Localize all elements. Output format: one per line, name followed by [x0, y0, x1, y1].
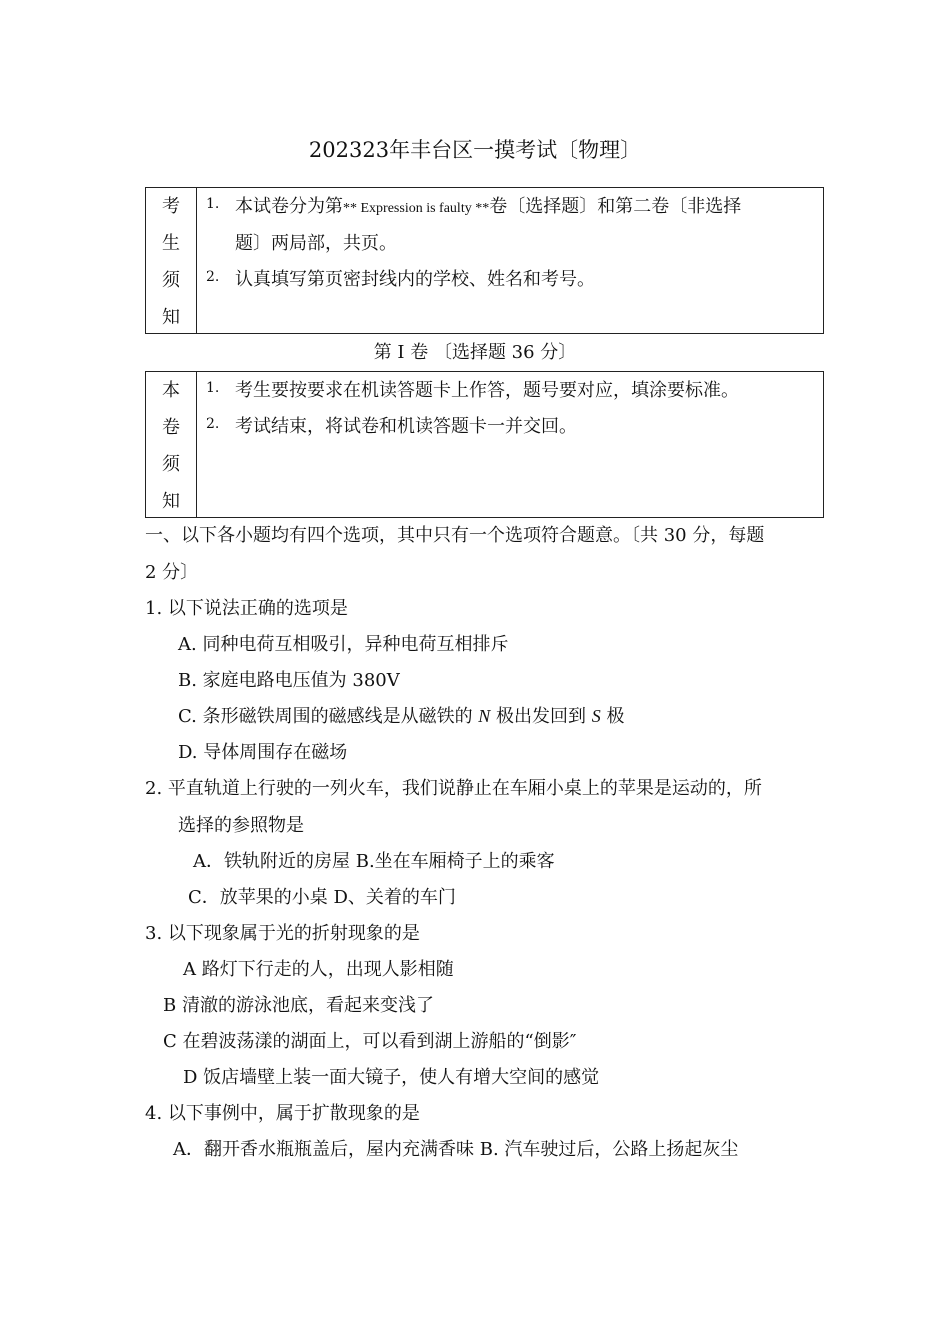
- question-2-stem-cont: 选择的参照物是: [178, 815, 304, 836]
- notice-item-number: 2.: [206, 416, 220, 432]
- notice-text: 卷〔选择题〕和第二卷〔非选择: [489, 196, 742, 217]
- exam-notice-box: [145, 187, 824, 334]
- volume-notice-box: [145, 371, 824, 518]
- notice-label-char: 考: [162, 196, 180, 217]
- notice-item-1-line2: 题〕两局部，共页。: [235, 233, 397, 254]
- faulty-field-text: ** Expression is faulty **: [343, 201, 490, 216]
- question-4-options-ab: A．翻开香水瓶瓶盖后，屋内充满香味 B. 汽车驶过后，公路上扬起灰尘: [173, 1139, 739, 1160]
- question-4-stem: 4. 以下事例中，属于扩散现象的是: [145, 1103, 420, 1124]
- notice-item-number: 1.: [206, 196, 220, 212]
- section-instruction: 一、以下各小题均有四个选项，其中只有一个选项符合题意。〔共 30 分，每题: [145, 525, 765, 546]
- notice-item-2: 认真填写第页密封线内的学校、姓名和考号。: [235, 269, 595, 290]
- question-1-option-c: [178, 702, 625, 728]
- notice-text: 本试卷分为第: [235, 196, 343, 217]
- option-text: C. 条形磁铁周围的磁感线是从磁铁的: [178, 706, 479, 727]
- question-3-option-a: A 路灯下行走的人，出现人影相随: [183, 959, 454, 980]
- notice-label-column: [146, 188, 197, 333]
- page-title: 202323年丰台区一摸考试〔物理〕: [308, 138, 642, 162]
- option-text: 极: [600, 706, 625, 727]
- pole-symbol-s: S: [591, 706, 601, 726]
- question-3-option-c: C 在碧波荡漾的湖面上，可以看到湖上游船的“倒影″: [163, 1031, 577, 1052]
- notice-item-number: 2.: [206, 269, 220, 285]
- question-1-option-a: A. 同种电荷互相吸引，异种电荷互相排斥: [178, 634, 509, 655]
- question-1-option-b: B. 家庭电路电压值为 380V: [178, 670, 400, 691]
- question-2-options-ab: A．铁轨附近的房屋 B.坐在车厢椅子上的乘客: [193, 851, 555, 872]
- question-2-options-cd: C．放苹果的小桌 D、关着的车门: [188, 887, 456, 908]
- question-1-option-d: D. 导体周围存在磁场: [178, 742, 348, 763]
- notice-label-char: 知: [162, 307, 180, 328]
- notice-item-number: 1.: [206, 380, 220, 396]
- part-heading: 第 I 卷 〔选择题 36 分〕: [373, 342, 577, 363]
- notice-item-1-line1: [235, 192, 741, 218]
- question-3-option-b: B 清澈的游泳池底，看起来变浅了: [163, 995, 434, 1016]
- question-2-stem: 2. 平直轨道上行驶的一列火车，我们说静止在车厢小桌上的苹果是运动的，所: [145, 778, 762, 799]
- notice-label-char: 卷: [162, 417, 180, 438]
- question-1-stem: 1. 以下说法正确的选项是: [145, 598, 348, 619]
- question-3-option-d: D 饭店墙壁上装一面大镜子，使人有增大空间的感觉: [183, 1067, 600, 1088]
- section-instruction-cont: 2 分〕: [145, 562, 199, 583]
- notice-label-char: 本: [162, 380, 180, 401]
- notice-label-char: 知: [162, 491, 180, 512]
- pole-symbol-n: N: [478, 706, 491, 726]
- question-3-stem: 3. 以下现象属于光的折射现象的是: [145, 923, 420, 944]
- notice-label-char: 生: [162, 233, 180, 254]
- notice-label-char: 须: [162, 454, 180, 475]
- notice-item-2: 考试结束，将试卷和机读答题卡一并交回。: [235, 416, 577, 437]
- option-text: 极出发回到: [490, 706, 592, 727]
- notice-label-column: [146, 372, 197, 517]
- notice-label-char: 须: [162, 270, 180, 291]
- notice-item-1: 考生要按要求在机读答题卡上作答，题号要对应，填涂要标准。: [235, 380, 739, 401]
